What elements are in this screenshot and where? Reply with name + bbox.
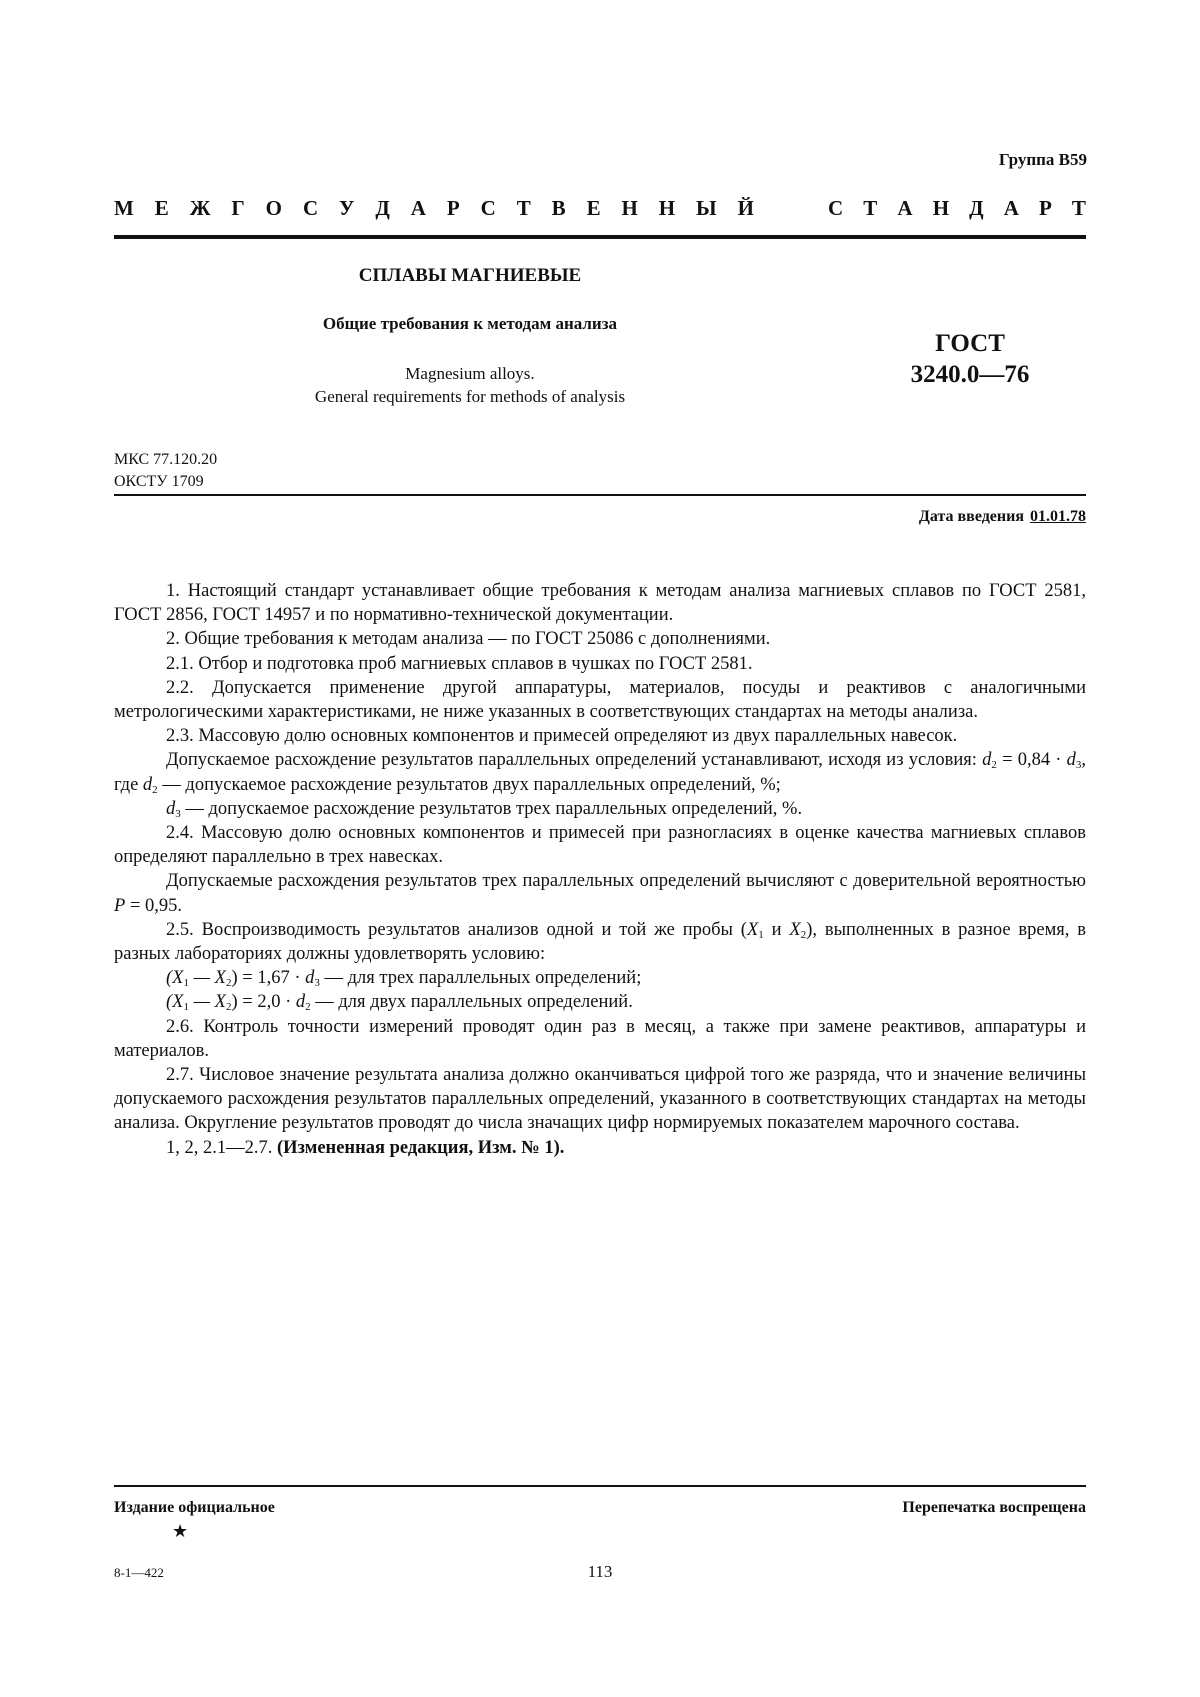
text-run: и (763, 919, 790, 940)
banner-letter: В (551, 196, 566, 220)
effective-date-label: Дата введения (918, 508, 1024, 525)
formula-run: — X (188, 968, 226, 989)
text-run: = 0,84 · (996, 750, 1067, 771)
banner-letter: Ы (696, 196, 717, 220)
amendment-text: (Измененная редакция, Изм. № 1). (277, 1137, 565, 1158)
text-run: — для двух параллельных определений. (310, 992, 633, 1013)
gost-label: ГОСТ (935, 330, 1005, 357)
var-d: d (305, 968, 315, 989)
reprint-prohibited: Перепечатка воспрещена (902, 1499, 1086, 1516)
clause-2-3-d3 (114, 797, 1086, 821)
clause-2-4-probability (114, 869, 1086, 917)
star-icon: ★ (172, 1521, 189, 1541)
var-d: d (166, 798, 176, 819)
banner-letter: Г (231, 196, 245, 220)
banner-letter: Н (658, 196, 676, 220)
banner-letter: М (114, 196, 134, 220)
formula-run: (X (166, 992, 184, 1013)
text-run: = 0,95. (125, 895, 182, 916)
standard-body (114, 579, 1086, 1160)
var-x: X (746, 919, 759, 940)
banner-letter: Д (969, 196, 984, 220)
formula-run: ) = 1,67 · (231, 968, 306, 989)
document-title: СПЛАВЫ МАГНИЕВЫЕ (358, 265, 582, 286)
formula-run: ) = 2,0 · (231, 992, 296, 1013)
subscript: 2 (225, 1001, 232, 1014)
header-rule (114, 235, 1086, 239)
clause-2-3-tolerance (114, 748, 1086, 796)
var-d: d (982, 750, 992, 771)
page-number: 113 (587, 1562, 613, 1581)
english-title (200, 362, 740, 408)
effective-date-value: 01.01.78 (1030, 508, 1086, 525)
banner-letter: Й (737, 196, 754, 220)
var-d: d (142, 774, 153, 795)
clause-2-2: 2.2. Допускается применение другой аппаратуры, материалов, посуды и реактивов с аналогичными метрологическими характеристиками, не ниже указанных в соответствующих стандартах на методы анализа. (114, 677, 1086, 723)
subscript: 3 (314, 977, 320, 990)
document-subtitle: Общие требования к методам анализа (322, 314, 618, 333)
banner-letter: С (480, 196, 496, 220)
subscript: 1 (758, 928, 764, 941)
subscript: 1 (183, 1001, 189, 1014)
banner-letter: Ж (189, 196, 211, 220)
text-run: Допускаемое расхождение результатов параллельных определений устанавливают, исходя из условия: (166, 750, 983, 771)
banner-letter: Т (863, 196, 878, 220)
subscript: 2 (152, 783, 158, 796)
effective-date (919, 508, 1086, 526)
footer-rule (114, 1485, 1086, 1487)
text-run: — допускаемое расхождение результатов двух параллельных определений, %; (157, 774, 781, 795)
banner-letter: А (410, 196, 426, 220)
formula-run: — X (188, 992, 226, 1013)
clause-2-4: 2.4. Массовую долю основных компонентов и примесей при разногласиях в оценке качества магниевых сплавов определяют параллельно в трех навесках. (114, 823, 1086, 868)
gost-number (880, 328, 1060, 390)
banner-letter: С (828, 196, 844, 220)
okstu-code: ОКСТУ 1709 (114, 473, 204, 490)
subscript: 3 (1075, 759, 1082, 772)
text-run: — для трех параллельных определений; (319, 968, 642, 989)
clause-2-1: 2.1. Отбор и подготовка проб магниевых сплавов в чушках по ГОСТ 2581. (166, 653, 753, 674)
banner-letter: Т (516, 196, 531, 220)
gost-designation: 3240.0—76 (910, 361, 1030, 388)
text-run: 1, 2, 2.1—2.7. (166, 1137, 277, 1158)
formula-two-determinations (114, 990, 1086, 1014)
var-x: X (789, 919, 801, 940)
subscript: 2 (225, 977, 232, 990)
english-title-line-1: Magnesium alloys. (405, 364, 535, 383)
banner-letter: Д (375, 196, 390, 220)
subscript: 2 (305, 1001, 311, 1014)
clause-2: 2. Общие требования к методам анализа — по ГОСТ 25086 с дополнениями. (166, 629, 771, 650)
subscript: 1 (183, 977, 189, 990)
banner-letter: Р (446, 196, 460, 220)
banner-word-standard (828, 196, 1086, 221)
banner-letter: А (1003, 196, 1019, 220)
var-d: d (295, 992, 306, 1013)
banner-letter: С (302, 196, 319, 220)
text-run: — допускаемое расхождение результатов трех параллельных определений, %. (180, 798, 803, 819)
var-p: P (114, 895, 126, 916)
text-run: , где (114, 750, 1086, 795)
official-edition: Издание официальное (114, 1499, 275, 1516)
banner-letter: А (897, 196, 913, 220)
english-title-line-2: General requirements for methods of analysis (314, 387, 626, 406)
text-run: 2.5. Воспроизводимость результатов анализов одной и той же пробы ( (166, 919, 747, 940)
banner-letter: Н (932, 196, 950, 220)
subscript: 2 (800, 928, 807, 941)
codes-rule (114, 494, 1086, 496)
clause-2-6: 2.6. Контроль точности измерений проводят один раз в месяц, а также при замене реактивов, аппаратуры и материалов. (114, 1016, 1086, 1061)
classification-codes (114, 449, 217, 493)
banner-letter: Р (1038, 196, 1052, 220)
banner-word-interstate (114, 196, 754, 221)
banner-letter: У (339, 196, 355, 220)
banner-letter: Е (154, 196, 169, 220)
mks-code: МКС 77.120.20 (114, 451, 218, 468)
clause-1: 1. Настоящий стандарт устанавливает общие требования к методам анализа магниевых сплавов по ГОСТ 2581, ГОСТ 2856, ГОСТ 14957 и по нормативно-технической документации. (114, 581, 1086, 626)
clause-2-5 (114, 918, 1086, 966)
print-code: 8-1—422 (114, 1565, 164, 1580)
banner-letter: Н (621, 196, 638, 220)
text-run: Допускаемые расхождения результатов трех параллельных определений вычисляют с доверительной вероятностью (166, 871, 1086, 892)
subscript: 3 (175, 807, 181, 820)
interstate-standard-banner (114, 196, 1086, 221)
banner-letter: Е (586, 196, 601, 220)
formula-three-determinations (114, 966, 1086, 990)
clause-2-3: 2.3. Массовую долю основных компонентов и примесей определяют из двух параллельных навесок. (166, 726, 958, 747)
banner-letter: Т (1071, 196, 1086, 220)
var-d: d (1066, 750, 1076, 771)
clause-2-7: 2.7. Числовое значение результата анализа должно оканчиваться цифрой того же разряда, что и значение величины допускаемого расхождения результатов параллельных определений, указанного в соответствующих стандартах на методы анализа. Округление результатов проводят до числа значащих цифр нормируемых показателем марочного состава. (114, 1065, 1086, 1134)
subscript: 2 (991, 759, 997, 772)
banner-letter: О (265, 196, 283, 220)
amendment-note (114, 1136, 1086, 1160)
formula-run: (X (166, 968, 184, 989)
text-run: ), выполненных в разное время, в разных лабораториях должны удовлетворять условию: (114, 919, 1086, 965)
group-code: Группа В59 (998, 150, 1087, 169)
